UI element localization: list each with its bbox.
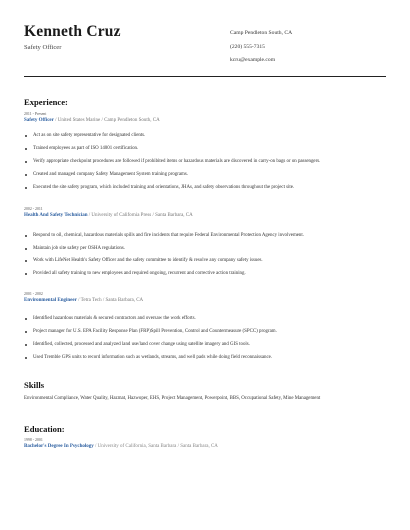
list-item: Trained employees as part of ISO 14001 certification. <box>24 146 384 152</box>
job-organization: Tetra Tech / Santa Barbara, CA <box>80 298 144 303</box>
candidate-name: Kenneth Cruz <box>24 23 121 40</box>
job-role <box>24 118 160 123</box>
experience-heading: Experience: <box>24 97 68 107</box>
list-item: Work with LifeNet Health's Safety Officer and the safety committee to identify & resolve any company safety issues. <box>24 258 384 264</box>
job-role <box>24 213 193 218</box>
skills-list: Environmental Compliance, Water Quality, Hazmat, Hazwoper, EHS, Project Management, Powerpoint, BBS, Occupational Safety, Mine Management <box>24 396 321 401</box>
job-separator: / <box>87 213 92 218</box>
job-separator: / <box>53 118 58 123</box>
contact-phone: (220) 555-7315 <box>230 44 265 50</box>
education-entry <box>24 444 218 449</box>
education-degree: Bachelor's Degree In Psychology <box>24 444 94 449</box>
education-heading: Education: <box>24 424 65 434</box>
job-duties-list <box>24 316 384 361</box>
job-position: Health And Safety Technician <box>24 213 88 218</box>
list-item: Provided all safety training to new employees and required ongoing, recurrent and corrective action training. <box>24 271 384 277</box>
list-item: Project manager for U.S. EPA Facility Response Plan (FRP)Spill Prevention, Control and Countermeasure (SPCC) program. <box>24 329 384 335</box>
skills-heading: Skills <box>24 380 45 390</box>
education-school: University of California, Santa Barbara / Santa Barbara, CA <box>97 444 218 449</box>
list-item: Maintain job site safety per OSHA regulations. <box>24 246 384 252</box>
education-separator: / <box>93 444 98 449</box>
list-item: Created and managed company Safety Management System training programs. <box>24 172 384 178</box>
job-duties-list <box>24 233 384 277</box>
job-position: Safety Officer <box>24 118 54 123</box>
job-dates: 2001 - 2002 <box>24 292 43 296</box>
job-separator: / <box>76 298 81 303</box>
job-duties-list <box>24 133 384 191</box>
header-divider <box>24 76 386 77</box>
list-item: Identified hazardous materials & secured contractors and oversaw the work efforts. <box>24 316 384 322</box>
list-item: Verify appropriate checkpoint procedures are followed if prohibited items or hazardous materials are discovered in carry-on bags or on passengers. <box>24 159 384 165</box>
list-item: Respond to oil, chemical, hazardous materials spills and fire incidents that require Federal Environmental Protection Agency involvement. <box>24 233 384 239</box>
candidate-title: Safety Officer <box>24 44 62 51</box>
job-organization: University of California Press / Santa Barbara, CA <box>91 213 193 218</box>
job-organization: United States Marine / Camp Pendleton South, CA <box>57 118 160 123</box>
education-dates: 1998 - 2001 <box>24 438 43 442</box>
contact-location: Camp Pendleton South, CA <box>230 30 293 36</box>
job-role <box>24 298 143 303</box>
list-item: Executed the site safety program, which included training and orientations, JHAs, and safety observations throughout the project site. <box>24 185 384 191</box>
list-item: Identified, collected, processed and analyzed land use/land cover change using satellite imagery and GIS tools. <box>24 342 384 348</box>
list-item: Act as on site safety representative for designated clients. <box>24 133 384 139</box>
list-item: Used Tremble GPS units to record information such as wetlands, streams, and well pads while doing field reconnaissance. <box>24 355 384 361</box>
contact-email[interactable]: kcru@example.com <box>230 57 276 63</box>
job-position: Environmental Engineer <box>24 298 77 303</box>
job-dates: 2011 - Present <box>24 112 47 116</box>
job-dates: 2002 - 2011 <box>24 207 43 211</box>
